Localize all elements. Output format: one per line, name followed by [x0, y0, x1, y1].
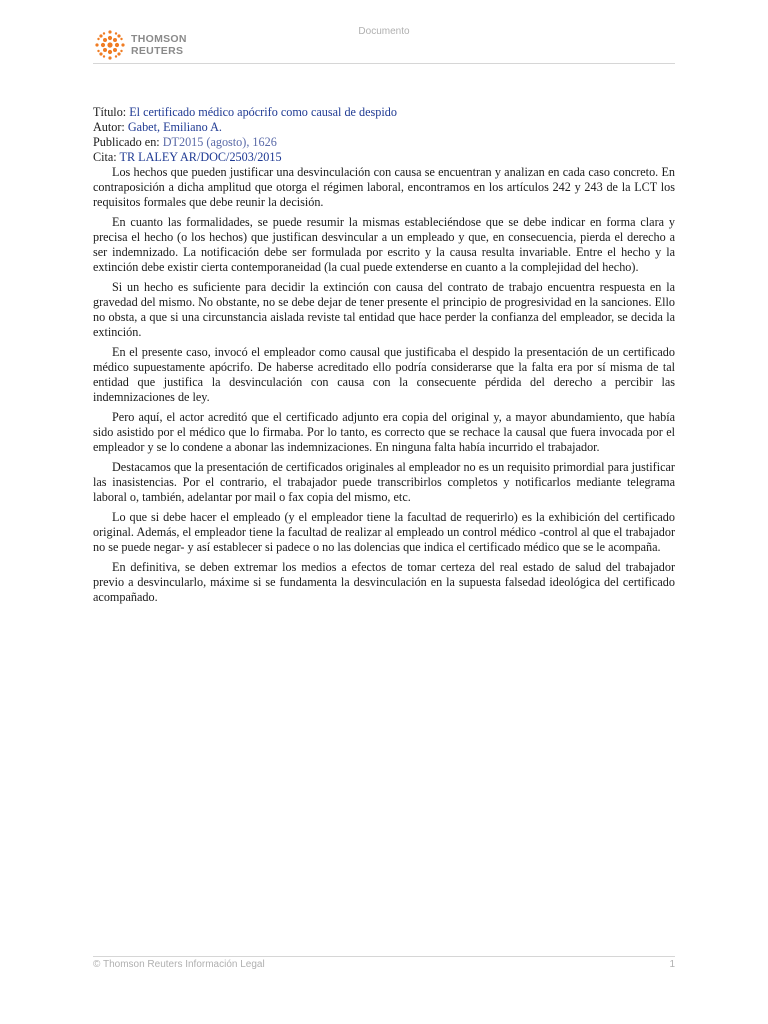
page-number: 1	[669, 959, 675, 970]
published-label: Publicado en:	[93, 135, 160, 149]
citation-label: Cita:	[93, 150, 117, 164]
author-row	[93, 120, 675, 135]
document-metadata	[93, 105, 675, 165]
paragraph: Los hechos que pueden justificar una desvinculación con causa se encuentran y analizan en cada caso concreto. En contraposición a dicha amplitud que otorga el régimen laboral, encontramos en los artículos 242 y 243 de la LCT los requisitos formales que debe reunir la decisión.	[93, 165, 675, 209]
citation-link[interactable]: TR LALEY AR/DOC/2503/2015	[119, 150, 282, 164]
author-link[interactable]: Gabet, Emiliano A.	[127, 120, 222, 134]
paragraph: Si un hecho es suficiente para decidir la extinción con causa del contrato de trabajo encuentra respuesta en la gravedad del mismo. No obstante, no se debe dejar de tener presente el principio de progresividad en la sanciones. Ello no obsta, a que si una circunstancia aislada reviste tal entidad que hace perder la confianza del empleador, se decida la extinción.	[93, 280, 675, 339]
paragraph: Destacamos que la presentación de certificados originales al empleador no es un requisito primordial para justificar las inasistencias. Por el contrario, el trabajador puede transcribirlos completos y notificarlos mediante telegrama laboral o, también, adelantar por mail o fax copia del mismo, etc.	[93, 460, 675, 504]
title-link[interactable]: El certificado médico apócrifo como causal de despido	[129, 105, 397, 119]
paragraph: En cuanto las formalidades, se puede resumir la mismas estableciéndose que se debe indicar en forma clara y precisa el hecho (o los hechos) que justifican desvincular a un empleado y que, en consecuencia, pierda el derecho a ser indemnizado. La notificación debe ser formulada por escrito y la causa resulta invariable. Entre el hecho y la extinción debe existir cierta contemporaneidad (la cual puede extenderse en cuanto a la complejidad del hecho).	[93, 215, 675, 274]
page-header	[0, 0, 768, 64]
paragraph: En definitiva, se deben extremar los medios a efectos de tomar certeza del real estado de salud del trabajador previo a desvincularlo, máxime si se fundamenta la desvinculación en la supuesta falsedad ideológica del certificado acompañado.	[93, 560, 675, 604]
published-link[interactable]: DT2015 (agosto), 1626	[162, 135, 277, 149]
logo-line-1: THOMSON	[131, 33, 187, 45]
document-label: Documento	[358, 26, 410, 37]
paragraph: Pero aquí, el actor acreditó que el certificado adjunto era copia del original y, a mayor abundamiento, que había sido asistido por el médico que lo firmaba. Por lo tanto, es correcto que se rechace la causal que fuera invocada por el empleador y se lo condene a abonar las indemnizaciones. En ninguna falta había incurrido el trabajador.	[93, 410, 675, 454]
header-divider	[93, 63, 675, 64]
author-label: Autor:	[93, 120, 125, 134]
paragraph: Lo que si debe hacer el empleado (y el empleador tiene la facultad de requerirlo) es la exhibición del certificado original. Además, el empleador tiene la facultad de realizar al empleado un control médico -control al que el trabajador no se puede negar- y así establecer si padece o no las dolencias que indica el certificado médico que se le acompaña.	[93, 510, 675, 554]
page-footer	[93, 959, 675, 970]
published-row	[93, 135, 675, 150]
footer-divider	[93, 956, 675, 957]
document-body	[93, 165, 675, 610]
title-label: Título:	[93, 105, 127, 119]
copyright-text: © Thomson Reuters Información Legal	[93, 959, 265, 970]
citation-row	[93, 150, 675, 165]
title-row	[93, 105, 675, 120]
logo-line-2: REUTERS	[131, 45, 184, 57]
paragraph: En el presente caso, invocó el empleador como causal que justificaba el despido la presentación de un certificado médico supuestamente apócrifo. De haberse acreditado ello podría considerarse que la falta era por sí misma de tal entidad que justifica la desvinculación con causa con la consecuente pérdida del derecho a percibir las indemnizaciones de ley.	[93, 345, 675, 404]
